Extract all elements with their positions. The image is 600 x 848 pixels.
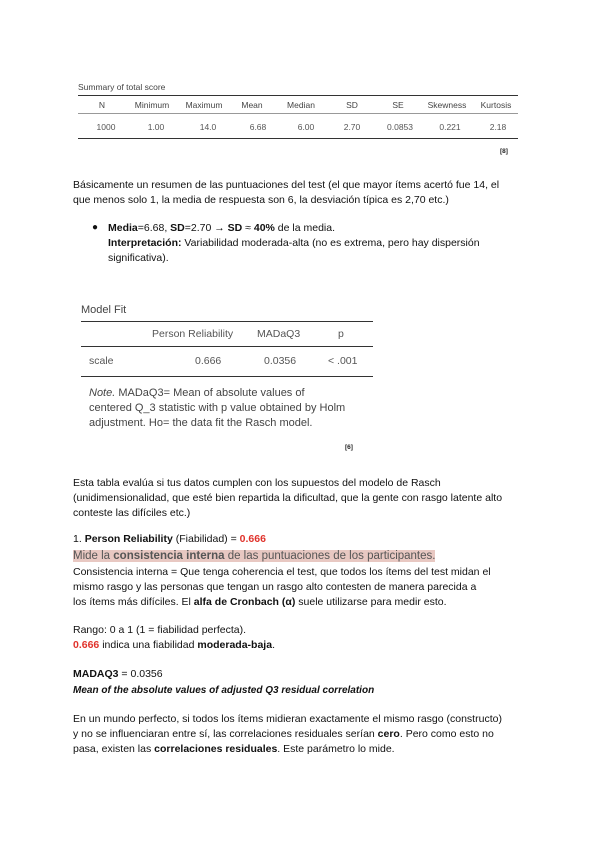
list-number: 1. (73, 533, 85, 545)
summary-cell: 0.221 (439, 122, 461, 132)
summary-cell: 1000 (96, 122, 116, 132)
table-rule (81, 376, 373, 377)
summary-header-mean: Mean (241, 100, 263, 110)
sd-label-2: SD (227, 222, 243, 234)
reliability-label: Person Reliability (84, 533, 173, 545)
citation-label: [8] (500, 148, 508, 155)
text-line (73, 727, 502, 742)
text-fragment: pasa, existen las (73, 743, 155, 755)
text-line: significativa). (108, 252, 169, 264)
text-fragment: los ítems más difíciles. El (73, 596, 194, 608)
summary-header-minimum: Minimum (134, 100, 170, 110)
summary-cell: 6.68 (249, 122, 267, 132)
madaq3-subtitle (73, 683, 374, 698)
summary-header-n: N (98, 100, 106, 110)
interpretation-label: Interpretación: (108, 237, 182, 249)
table-rule (81, 346, 373, 347)
summary-cell: 14.0 (199, 122, 217, 132)
sd-label: SD (170, 222, 185, 234)
text-fragment: de las puntuaciones de los participantes. (224, 550, 436, 562)
model-fit-title: Model Fit (81, 304, 127, 316)
approx-sign: ≈ (242, 222, 254, 234)
bullet-dot: ● (92, 222, 99, 233)
summary-header-se: SE (392, 100, 404, 110)
table-rule (78, 113, 518, 114)
percentage: 40% (253, 222, 275, 234)
text-fragment: suele utilizarse para medir esto. (295, 596, 447, 608)
text-bold: alfa de Cronbach (α) (193, 596, 296, 608)
model-fit-header-p: p (338, 328, 344, 340)
text-bold: correlaciones residuales (154, 743, 278, 755)
model-fit-row-label: scale (89, 355, 114, 367)
madaq3-heading (73, 667, 163, 682)
summary-cell: 2.70 (343, 122, 361, 132)
text-fragment: . (272, 639, 275, 651)
text-line: que menos solo 1, la media de respuesta son 6, la desviación típica es 2,70 etc.) (73, 194, 449, 206)
note-label: Note. (89, 387, 116, 399)
citation-label: [6] (345, 444, 353, 451)
model-fit-cell: 0.666 (195, 355, 222, 367)
summary-header-sd: SD (346, 100, 358, 110)
text-line (73, 742, 502, 757)
text-line: (unidimensionalidad, que esté bien repartida la dificultad, que la gente con rasgo latente alto (73, 492, 503, 504)
text-fragment: Mide la (73, 550, 114, 562)
text-line: En un mundo perfecto, si todos los ítems midieran exactamente el mismo rasgo (constructo) (73, 713, 502, 725)
text-bold: consistencia interna (113, 550, 225, 562)
model-fit-header-madaq3: MADaQ3 (257, 328, 301, 340)
madaq3-label: MADAQ3 (73, 668, 119, 680)
paragraph-consistency (73, 565, 491, 610)
bullet-media-sd (108, 221, 480, 266)
reliability-value: 0.666 (73, 639, 100, 651)
text-line: adjustment. Ho= the data fit the Rasch model. (89, 417, 313, 429)
sd-value: =2.70 → (184, 222, 228, 234)
text-line (108, 221, 480, 236)
table-rule (78, 138, 518, 139)
summary-header-maximum: Maximum (185, 100, 223, 110)
model-fit-header-reliability: Person Reliability (152, 328, 234, 340)
text-line: Rango: 0 a 1 (1 = fiabilidad perfecta). (73, 624, 247, 636)
paragraph-residual (73, 712, 502, 757)
text-fragment: . Este parámetro lo mide. (277, 743, 395, 755)
text-line: Básicamente un resumen de las puntuaciones del test (el que mayor ítems acertó fue 14, el (73, 179, 500, 191)
text-line (108, 236, 480, 251)
summary-header-kurtosis: Kurtosis (480, 100, 512, 110)
text-fragment: . Pero como esto no (399, 728, 494, 740)
text-line: mismo rasgo y las personas que tengan un rasgo alto contesten de manera parecida a (73, 581, 477, 593)
model-fit-note (89, 386, 359, 431)
highlight (73, 550, 435, 562)
text-bold: cero (377, 728, 400, 740)
text-line (73, 638, 275, 653)
reliability-value: 0.666 (239, 533, 266, 545)
text-fragment: de la media. (274, 222, 336, 234)
text-fragment: (Fiabilidad) = (172, 533, 240, 545)
text-fragment: y no se influenciaran entre sí, las correlaciones residuales serían (73, 728, 378, 740)
table-rule (81, 321, 373, 322)
text-line: conteste las difíciles etc.) (73, 507, 191, 519)
interpretation-text: Variabilidad moderada-alta (no es extrema, pero hay dispersión (181, 237, 480, 249)
paragraph-summary-description (73, 178, 499, 208)
text-line: Esta tabla evalúa si tus datos cumplen con los supuestos del modelo de Rasch (73, 477, 441, 489)
summary-cell: 0.0853 (387, 122, 413, 132)
text-bold: moderada-baja (197, 639, 273, 651)
text-line (73, 595, 491, 610)
text-line (89, 386, 359, 401)
media-value: =6.68, (137, 222, 171, 234)
summary-cell: 6.00 (297, 122, 315, 132)
summary-header-median: Median (287, 100, 315, 110)
table-rule (78, 95, 518, 96)
paragraph-rasch-description (73, 476, 502, 521)
summary-cell: 1.00 (147, 122, 165, 132)
paragraph-range (73, 623, 275, 653)
reliability-heading (73, 532, 266, 547)
text-line: centered Q_3 statistic with p value obtained by Holm (89, 402, 346, 414)
summary-cell: 2.18 (489, 122, 507, 132)
text-fragment: MADaQ3= Mean of absolute values of (115, 387, 305, 399)
text-fragment: indica una fiabilidad (99, 639, 198, 651)
model-fit-cell: < .001 (328, 355, 358, 367)
text-line: Consistencia interna = Que tenga coherencia el test, que todos los ítems del test midan el (73, 566, 491, 578)
summary-table-title: Summary of total score (78, 82, 166, 92)
highlighted-definition (73, 548, 435, 564)
summary-header-skewness: Skewness (427, 100, 467, 110)
media-label: Media (108, 222, 138, 234)
text-bold-italic: Mean of the absolute values of adjusted Q3 residual correlation (73, 685, 375, 696)
madaq3-value: = 0.0356 (118, 668, 163, 680)
model-fit-cell: 0.0356 (264, 355, 297, 367)
